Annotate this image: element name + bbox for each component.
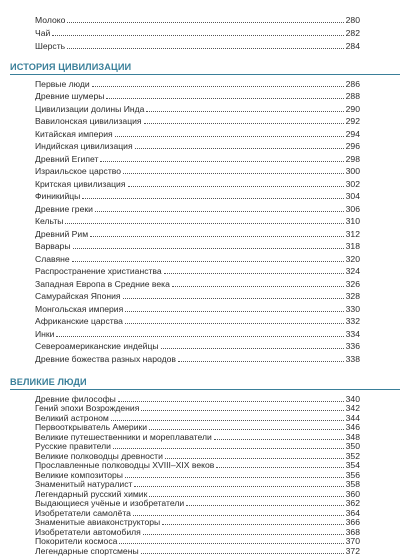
entry-page: 282 (345, 27, 360, 38)
entry-title: Африканские царства (35, 316, 123, 326)
entry-page: 286 (345, 78, 360, 89)
toc-entry (35, 115, 360, 127)
dot-leader (125, 323, 344, 324)
entry-title: Индийская цивилизация (35, 141, 133, 151)
toc-entry (35, 315, 360, 327)
toc-entry (35, 13, 360, 25)
dot-leader (141, 553, 344, 554)
dot-leader (56, 336, 343, 337)
entry-title: Русские правители (35, 441, 111, 451)
entry-title: Кельты (35, 216, 64, 226)
dot-leader (146, 111, 343, 112)
entry-page: 346 (345, 422, 360, 432)
entry-title: Североамериканские индейцы (35, 341, 159, 351)
dot-leader (135, 148, 344, 149)
section-heading-great-people: ВЕЛИКИЕ ЛЮДИ (10, 377, 87, 387)
entry-title: Западная Европа в Средние века (35, 278, 170, 289)
entry-page: 348 (345, 431, 360, 442)
entry-title: Изобретатели самолёта (35, 507, 131, 518)
entry-page: 330 (345, 303, 360, 314)
toc-entry (35, 302, 360, 314)
entry-title: Первые люди (35, 78, 90, 89)
entry-page: 368 (345, 526, 360, 537)
section-rule (10, 389, 400, 390)
entry-title: Знаменитый натуралист (35, 479, 133, 489)
entry-page: 324 (345, 266, 360, 276)
dot-leader (123, 298, 344, 299)
entry-page: 300 (345, 166, 360, 176)
entry-page: 328 (345, 291, 360, 301)
entry-title: Покорители космоса (35, 536, 118, 546)
toc-entry (35, 277, 360, 289)
toc-entry (35, 26, 360, 38)
entry-title: Финикийцы (35, 191, 81, 201)
entry-page: 338 (345, 353, 360, 364)
dot-leader (106, 98, 343, 99)
entry-page: 340 (345, 393, 360, 404)
entry-title: Великие путешественники и мореплаватели (35, 431, 212, 442)
entry-page: 304 (345, 191, 360, 201)
entry-page: 366 (345, 517, 360, 527)
toc-entry (35, 102, 360, 114)
entry-title: Первооткрыватель Америки (35, 422, 148, 432)
entry-title: Великие композиторы (35, 469, 123, 480)
entry-title: Вавилонская цивилизация (35, 116, 142, 126)
toc-entry (35, 252, 360, 264)
entry-page: 326 (345, 278, 360, 289)
entry-page: 288 (345, 91, 360, 101)
entry-title: Китайская империя (35, 128, 113, 139)
entry-title: Древние шумеры (35, 91, 105, 101)
entry-page: 370 (345, 536, 360, 546)
entry-page: 332 (345, 316, 360, 326)
entry-title: Шерсть (35, 40, 66, 51)
entry-page: 354 (345, 460, 360, 470)
entry-page: 296 (345, 141, 360, 151)
entry-page: 298 (345, 153, 360, 164)
entry-page: 280 (345, 14, 360, 25)
dot-leader (92, 86, 344, 87)
entry-page: 318 (345, 241, 360, 251)
entry-title: Монгольская империя (35, 303, 124, 314)
entry-page: 342 (345, 403, 360, 413)
toc-entry (35, 544, 360, 556)
dot-leader (82, 198, 343, 199)
toc-entry (35, 152, 360, 164)
entry-page: 334 (345, 328, 360, 339)
toc-entry (35, 177, 360, 189)
entry-page: 362 (345, 498, 360, 508)
dot-leader (95, 211, 344, 212)
entry-title: Великие полководцы древности (35, 450, 163, 461)
section-heading-history: ИСТОРИЯ ЦИВИЛИЗАЦИИ (10, 62, 132, 72)
entry-page: 284 (345, 40, 360, 51)
toc-entry (35, 215, 360, 227)
entry-title: Славяне (35, 253, 70, 264)
dot-leader (164, 273, 344, 274)
toc-entry (35, 190, 360, 202)
entry-page: 294 (345, 128, 360, 139)
entry-title: Прославленные полководцы XVIII–XIX веков (35, 460, 215, 470)
entry-page: 364 (345, 507, 360, 518)
entry-page: 356 (345, 469, 360, 480)
toc-entry (35, 352, 360, 364)
dot-leader (115, 136, 344, 137)
entry-title: Варвары (35, 241, 71, 251)
toc-entry (35, 327, 360, 339)
entry-page: 352 (345, 450, 360, 461)
dot-leader (67, 22, 343, 23)
toc-entry (35, 340, 360, 352)
dot-leader (125, 311, 343, 312)
toc-entry (35, 265, 360, 277)
dot-leader (67, 48, 344, 49)
entry-title: Цивилизации долины Инда (35, 103, 145, 114)
toc-entry (35, 227, 360, 239)
toc-entry (35, 90, 360, 102)
dot-leader (65, 223, 343, 224)
toc-entry (35, 240, 360, 252)
entry-title: Знаменитые авиаконструкторы (35, 517, 161, 527)
entry-title: Молоко (35, 14, 66, 25)
entry-title: Гений эпохи Возрождения (35, 403, 140, 413)
entry-page: 312 (345, 228, 360, 239)
section-rule (10, 74, 400, 75)
entry-title: Инки (35, 328, 55, 339)
dot-leader (73, 248, 344, 249)
entry-title: Изобретатели автомобиля (35, 526, 141, 537)
entry-page: 336 (345, 341, 360, 351)
dot-leader (161, 348, 344, 349)
entry-title: Критская цивилизация (35, 178, 126, 189)
entry-title: Легендарный русский химик (35, 488, 148, 499)
entry-page: 310 (345, 216, 360, 226)
entry-title: Выдающиеся учёные и изобретатели (35, 498, 185, 508)
dot-leader (144, 123, 344, 124)
dot-leader (178, 361, 344, 362)
toc-entry (35, 140, 360, 152)
toc-entry (35, 290, 360, 302)
entry-title: Распространение христианства (35, 266, 162, 276)
entry-title: Израильское царство (35, 166, 122, 176)
dot-leader (123, 173, 344, 174)
entry-title: Древние греки (35, 203, 93, 214)
dot-leader (100, 161, 343, 162)
entry-page: 306 (345, 203, 360, 214)
entry-title: Легендарные спортсмены (35, 545, 139, 556)
entry-title: Древний Египет (35, 153, 99, 164)
entry-title: Самурайская Япония (35, 291, 121, 301)
toc-entry (35, 39, 360, 51)
toc-entry (35, 165, 360, 177)
entry-page: 290 (345, 103, 360, 114)
entry-page: 302 (345, 178, 360, 189)
entry-page: 360 (345, 488, 360, 499)
toc-entry (35, 77, 360, 89)
dot-leader (172, 286, 344, 287)
entry-page: 320 (345, 253, 360, 264)
toc-entry (35, 202, 360, 214)
entry-title: Древние философы (35, 393, 116, 404)
entry-title: Древние божества разных народов (35, 353, 176, 364)
entry-page: 292 (345, 116, 360, 126)
dot-leader (128, 186, 344, 187)
entry-page: 358 (345, 479, 360, 489)
entry-title: Древний Рим (35, 228, 89, 239)
dot-leader (52, 35, 343, 36)
dot-leader (72, 261, 344, 262)
entry-page: 344 (345, 412, 360, 423)
entry-title: Великий астроном (35, 412, 109, 423)
entry-title: Чай (35, 27, 51, 38)
entry-page: 372 (345, 545, 360, 556)
toc-entry (35, 127, 360, 139)
entry-page: 350 (345, 441, 360, 451)
dot-leader (90, 236, 344, 237)
